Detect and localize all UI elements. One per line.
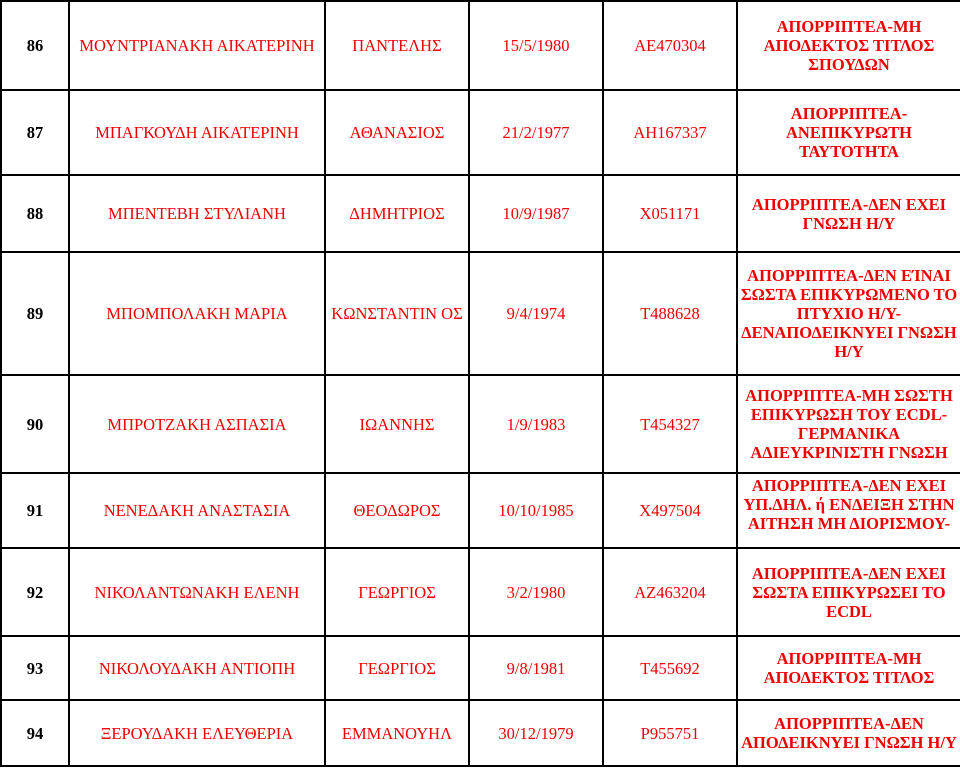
row-number: 93: [1, 636, 69, 700]
table-row: [1, 548, 960, 636]
father-name: ΑΘΑΝΑΣΙΟΣ: [325, 90, 469, 175]
applicant-name: ΜΠΑΓΚΟΥΔΗ ΑΙΚΑΤΕΡΙΝΗ: [69, 90, 325, 175]
table-row: [1, 700, 960, 766]
table-row: [1, 1, 960, 90]
row-number: 86: [1, 1, 69, 90]
result-status: ΑΠΟΡΡΙΠΤΕΑ-ΜΗ ΑΠΟΔΕΚΤΟΣ ΤΙΤΛΟΣ: [737, 636, 960, 700]
birth-date: 21/2/1977: [469, 90, 603, 175]
father-name: ΔΗΜΗΤΡΙΟΣ: [325, 175, 469, 252]
applicant-name: ΜΠΕΝΤΕΒΗ ΣΤΥΛΙΑΝΗ: [69, 175, 325, 252]
birth-date: 15/5/1980: [469, 1, 603, 90]
id-number: Τ454327: [603, 375, 737, 473]
applicant-name: ΜΠΡΟΤΖΑΚΗ ΑΣΠΑΣΙΑ: [69, 375, 325, 473]
applicant-name: ΝΙΚΟΛΟΥΔΑΚΗ ΑΝΤΙΟΠΗ: [69, 636, 325, 700]
row-number: 92: [1, 548, 69, 636]
result-status: [737, 473, 960, 548]
father-name: ΘΕΟΔΩΡΟΣ: [325, 473, 469, 548]
table-row: [1, 636, 960, 700]
result-status: ΑΠΟΡΡΙΠΤΕΑ-ΜΗ ΣΩΣΤΗ ΕΠΙΚΥΡΩΣΗ ΤΟΥ ECDL-ΓΕΡΜΑΝΙΚΑ ΑΔΙΕΥΚΡΙΝΙΣΤΗ ΓΝΩΣΗ: [737, 375, 960, 473]
birth-date: 30/12/1979: [469, 700, 603, 766]
row-number: 90: [1, 375, 69, 473]
birth-date: 10/9/1987: [469, 175, 603, 252]
result-status: ΑΠΟΡΡΙΠΤΕΑ-ΔΕΝ ΕΊΝΑΙ ΣΩΣΤΑ ΕΠΙΚΥΡΩΜΕΝΟ ΤΟ ΠΤΥΧΙΟ Η/Υ-ΔΕΝΑΠΟΔΕΙΚΝΥΕΙ ΓΝΩΣΗ Η/Υ: [737, 252, 960, 375]
result-status: ΑΠΟΡΡΙΠΤΕΑ-ΑΝΕΠΙΚΥΡΩΤΗ ΤΑΥΤΟΤΗΤΑ: [737, 90, 960, 175]
applicant-name: ΞΕΡΟΥΔΑΚΗ ΕΛΕΥΘΕΡΙΑ: [69, 700, 325, 766]
father-name: ΚΩΝΣΤΑΝΤΙΝ ΟΣ: [325, 252, 469, 375]
birth-date: 3/2/1980: [469, 548, 603, 636]
table-row: [1, 175, 960, 252]
row-number: 87: [1, 90, 69, 175]
id-number: ΑΕ470304: [603, 1, 737, 90]
table-row: [1, 473, 960, 548]
birth-date: 10/10/1985: [469, 473, 603, 548]
birth-date: 9/4/1974: [469, 252, 603, 375]
id-number: Ρ955751: [603, 700, 737, 766]
applicant-name: ΝΕΝΕΔΑΚΗ ΑΝΑΣΤΑΣΙΑ: [69, 473, 325, 548]
result-status: ΑΠΟΡΡΙΠΤΕΑ-ΔΕΝ ΕΧΕΙ ΣΩΣΤΑ ΕΠΙΚΥΡΩΣΕΙ ΤΟ ECDL: [737, 548, 960, 636]
father-name: ΠΑΝΤΕΛΗΣ: [325, 1, 469, 90]
id-number: ΑΗ167337: [603, 90, 737, 175]
father-name: ΕΜΜΑΝΟΥΗΛ: [325, 700, 469, 766]
id-number: ΑΖ463204: [603, 548, 737, 636]
table-row: [1, 90, 960, 175]
row-number: 91: [1, 473, 69, 548]
result-status: ΑΠΟΡΡΙΠΤΕΑ-ΜΗ ΑΠΟΔΕΚΤΟΣ ΤΙΤΛΟΣ ΣΠΟΥΔΩΝ: [737, 1, 960, 90]
birth-date: 1/9/1983: [469, 375, 603, 473]
row-number: 94: [1, 700, 69, 766]
father-name: ΙΩΑΝΝΗΣ: [325, 375, 469, 473]
applicant-name: ΜΟΥΝΤΡΙΑΝΑΚΗ ΑΙΚΑΤΕΡΙΝΗ: [69, 1, 325, 90]
father-name: ΓΕΩΡΓΙΟΣ: [325, 636, 469, 700]
table-row: [1, 375, 960, 473]
id-number: Χ051171: [603, 175, 737, 252]
table-row: [1, 252, 960, 375]
result-status-text: ΑΠΟΡΡΙΠΤΕΑ-ΔΕΝ ΕΧΕΙ ΥΠ.ΔΗΛ. ή ΕΝΔΕΙΞΗ ΣΤΗΝ ΑΙΤΗΣΗ ΜΗ ΔΙΟΡΙΣΜΟΥ-: [743, 475, 955, 533]
father-name: ΓΕΩΡΓΙΟΣ: [325, 548, 469, 636]
applicant-name: ΝΙΚΟΛΑΝΤΩΝΑΚΗ ΕΛΕΝΗ: [69, 548, 325, 636]
id-number: Χ497504: [603, 473, 737, 548]
table-body: [1, 1, 960, 766]
row-number: 88: [1, 175, 69, 252]
birth-date: 9/8/1981: [469, 636, 603, 700]
applicant-name: ΜΠΟΜΠΟΛΑΚΗ ΜΑΡΙΑ: [69, 252, 325, 375]
result-status: ΑΠΟΡΡΙΠΤΕΑ-ΔΕΝ ΑΠΟΔΕΙΚΝΥΕΙ ΓΝΩΣΗ Η/Υ: [737, 700, 960, 766]
id-number: Τ455692: [603, 636, 737, 700]
result-status: ΑΠΟΡΡΙΠΤΕΑ-ΔΕΝ ΕΧΕΙ ΓΝΩΣΗ Η/Υ: [737, 175, 960, 252]
id-number: Τ488628: [603, 252, 737, 375]
row-number: 89: [1, 252, 69, 375]
